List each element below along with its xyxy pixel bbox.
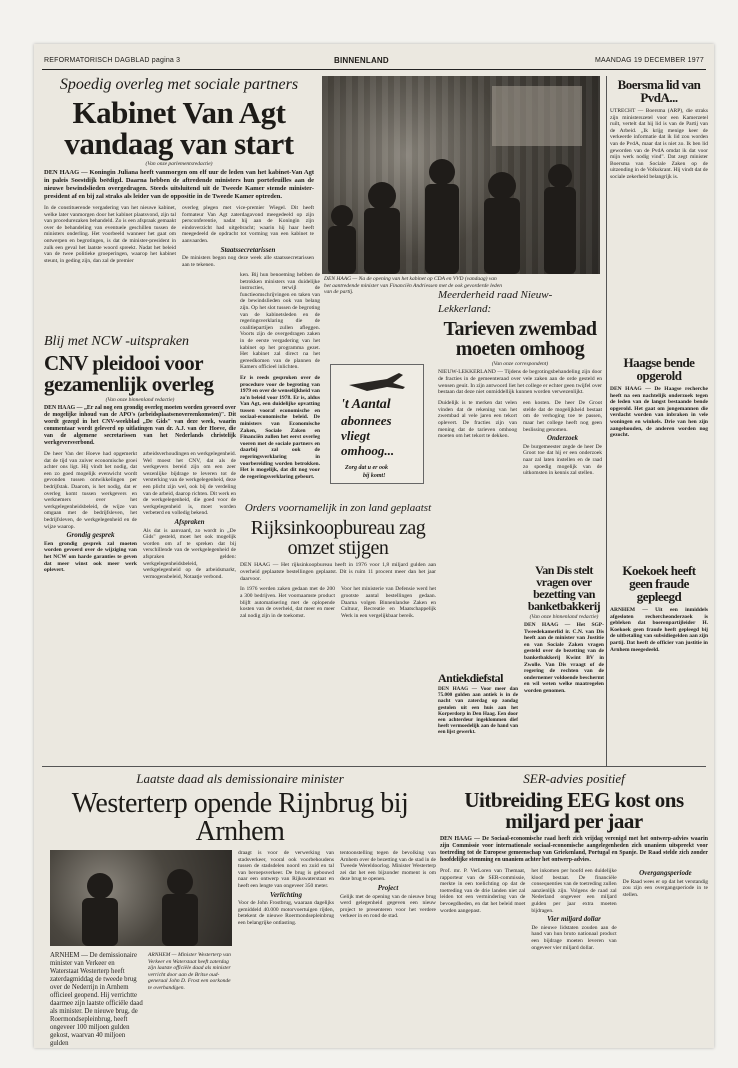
article-column (531, 868, 616, 951)
article-text: draagt is voor de verwerking van stadsverkeer, vooral ook voorbehoudens tussen de stadsdelen noord en zuid en tal van beroepsverkeer. De brug is gebouwd naar een ontwerp van Rijkswaterstaat en heeft een lengte van ongeveer 350 meter. (238, 850, 334, 889)
article-column (143, 451, 236, 580)
article-lead: DEN HAAG — Het rijksinkoopbureau heeft in 1976 voor 1,8 miljard gulden aan overheid geplaatste bestellingen geplaatst. Dit is ruim 11 procent meer dan het jaar daarvoor. (240, 562, 436, 582)
article-text: Gelijk met de opening van de nieuwe brug werd gelegenheid gegeven een nieuw project te presenteren voor het verdere verkeer in en rond de stad. (340, 893, 436, 920)
article-text: het inkomen per hoofd een duidelijke kloof bestaat. De financiële consequenties van de toetreding zullen aanzienlijk zijn. Volgens de raad zal Nederland ongeveer een miljard gulden per jaar extra moeten bijdragen. (531, 868, 617, 914)
minister-illustration (50, 850, 232, 946)
article-subhead: Verlichting (270, 890, 302, 899)
masthead-paper-name: REFORMATORISCH DAGBLAD pagina 3 (44, 57, 181, 64)
article-columns (240, 586, 436, 619)
article-zwembad (438, 288, 602, 508)
crowd-illustration (322, 76, 600, 274)
article-boersma (610, 78, 708, 353)
article-byline: (Van onze parlementsredactie) (145, 161, 213, 167)
article-subhead: Project (377, 883, 399, 892)
article-text: ARNHEM — Uit een inmiddels afgesloten rechercheonderzoek is gebleken dat boerenpartijleider H. Koekoek geen fraude heeft gepleegd bij de uitbetaling van subsidiegelden aan zijn partij. Dat heeft de officier van justitie in Arnhem meegedeeld. (610, 607, 708, 653)
article-headline: Boersma lid van PvdA... (617, 77, 701, 105)
article-text: overleg plegen met vice-premier Wiegel. Dit heeft formateur Van Agt zaterdagavond meegedeeld op zijn persconferentie, nadat hij aan de Koningin zijn eindoverzicht had uitgebracht; waarin hij haar heeft meegedeeld de opdracht tot vorming van een kabinet te aanvaarden. (182, 205, 314, 244)
article-lead: ARNHEM — De demissionaire minister van Verkeer en Waterstaat Westerterp heeft zaterdagmiddag de tweede brug over de Nederrijn in Arnhem officieel geopend. Hij verrichtte daarmee zijn laatste officiële daad als minister. De nieuwe brug, de Roermondsepleinbrug, heeft ongeveer 100 miljoen gulden gekost, waarvan 40 miljoen gulden (50, 952, 143, 1047)
article-byline: (Van onze binnenland redactie) (105, 397, 175, 403)
article-text: De Raad wees er op dat het verstandig zou zijn een overgangsperiode in te stellen. (622, 878, 708, 898)
article-columns (44, 451, 236, 580)
article-column: In 1976 werden zaken gedaan met de 200 a 300 bedrijven. Het voornaamste product blijft automatisering met de oplopende kosten van de overheid, dat meer en meer zal nodig zijn in de toekomst. (240, 586, 335, 619)
westerterp-photo (50, 850, 232, 946)
article-subhead: Vier miljard dollar (547, 915, 601, 924)
article-cnv (44, 334, 236, 734)
article-haagse-bende (610, 356, 708, 496)
newspaper-page (34, 44, 714, 1048)
article-kicker: Meerderheid raad Nieuw-Lekkerland: (438, 289, 553, 315)
masthead-rule (42, 69, 706, 70)
article-text: arbeidsverhoudingen en werkgelegenheid. Wel moest het CNV, dat als de werkgevers bereid zijn om een zeer wezenlijke bijdrage te leveren tot de versterking van de werkgelegenheid, deze een plicht zijn wel, ook bij de verdeling van de arbeid, daarop richten. Dit werk en de werkgelegenheid, die goed voor de werkgelegenheid is, moet worden verbeterd en volledig bekend. (143, 451, 237, 517)
article-kicker: Blij met NCW -uitspraken (44, 334, 190, 349)
article-column: In de constituerende vergadering van het nieuwe kabinet, welke later vanmorgen door het kabinet plaatsvond, zijn tal van procedurezaken behandeld. Zo is een afspraak gemaakt over de behandeling van eventuele geschillen tussen de ministers onderling. Het voorbeeld wanneer het gaat om ontwerpen en begrotingen, is dat de minister-president in zulk een geval het laatste woord spreekt. Nadat het beleid van de twee politieke groeperingen, waarop het kabinet steunt, in geding zijn, dan zal de premier (44, 205, 176, 264)
article-column (238, 850, 334, 927)
ad-line: vliegt (341, 428, 370, 443)
article-columns (438, 400, 602, 477)
article-kabinet-column3 (240, 272, 320, 497)
ad-footer: Zorg dat u er ook (345, 465, 389, 471)
article-column: ken. Bij hun benoeming hebben de betrokken ministers van duidelijke instructies, terwijl de functieomschrijvingen en taken van de bewindslieden ook van belang zijn. Op het slot tussen de begroting van de kabinetsleden en de regeringsverklaring die de coalitiepartijen zullen afleggen. Voorts zijn de overgedragen zaken in de eerste vergadering van het kabinet op het programma gezet. Het kabinet zal direct na het gereedkomen van de plannen de Kamers officieel inlichten. (240, 272, 320, 371)
article-text: De nieuwe lidstaten zouden aan de hand van hun bruto nationaal product een bijdrage moeten leveren van ongeveer vier miljard dollar. (531, 924, 617, 951)
article-text: De burgemeester zegde de heer De Groot toe dat hij er een onderzoek naar zal laten instellen en de raad zo spoedig mogelijk van de uitkomsten in kennis zal stellen. (523, 443, 602, 477)
article-headline: Van Dis stelt vragen over bezetting van banketbakkerij (527, 563, 601, 613)
article-headline: Haagse bende opgerold (623, 355, 695, 383)
cabinet-photo (322, 76, 600, 274)
article-van-dis (524, 564, 604, 759)
ad-line: omhoog... (341, 443, 395, 458)
article-rijksinkoopbureau (240, 502, 436, 747)
article-headline: Koekoek heeft geen fraude gepleegd (622, 563, 696, 604)
article-antiekdiefstal (438, 672, 518, 752)
article-kicker: Spoedig overleg met sociale partners (59, 76, 299, 93)
article-lead: NIEUW-LEKKERLAND — Tijdens de begrotingsbehandeling zijn door de fracties in de gemeenteraad over vele zaken aan de orde gesteld en wensen geuit. In zijn antwoord liet het college er echter geen twijfel over bestaan dat deze niet onmiddellijk kunnen worden verwezenlijkt. (438, 369, 602, 396)
article-columns (44, 205, 314, 268)
article-text: Een grondig gesprek zal moeten worden gevoerd over de wijziging van het NCW om harde garanties te geven dat meer winst ook meer werk oplevert. (44, 540, 137, 574)
column-divider (606, 76, 607, 766)
ad-line: abonnees (341, 413, 392, 428)
article-text: tentoonstelling tegen de bevolking van Arnhem over de bezetting van de stad in de Tweede Wereldoorlog. Minister Westerterp zei dat het een bijzonder moment is om deze brug te openen. (340, 850, 436, 883)
article-column (182, 205, 314, 268)
article-eeg (440, 770, 708, 1042)
article-text: Als dat is aanvaard, zo wordt in „De Gids" gesteld, moet het ook mogelijk worden om af te spreken dat bij verschillende van de werkgelegenheid de afspraken gelden: werkgelegenheidsbeleid, werkgelegenheid op de arbeidsmarkt, vermogensbeleid, Notaatje verbond. (143, 527, 236, 580)
article-headline: Rijksinkoopbureau zag omzet stijgen (250, 517, 426, 559)
article-headline: Kabinet Van Agt vandaag van start (64, 95, 294, 161)
article-subhead: Staatssecretarissen (220, 245, 276, 254)
article-text: De ministers begon nog deze week alle staatssecretarissen aan te tekenen. (182, 255, 314, 268)
article-headline: CNV pleidooi voor gezamenlijk overleg (44, 351, 214, 396)
article-text: DEN HAAG — Het SGP-Tweedekamerlid ir. C.N. van Dis heeft aan de minister van Justitie en van Sociale Zaken vragen gesteld over de bezetting van de banketbakkerij Kwint BV in Zwolle. Van Dis vraagt of de regering de rechten van de ondernemer voldoende beschermt en wil weten welke maatregelen worden genomen. (524, 622, 604, 694)
article-kicker: SER-advies positief (523, 771, 625, 786)
article-columns (440, 868, 708, 951)
ad-footer: bij komt! (363, 473, 386, 479)
article-text: DEN HAAG — De Haagse recherche heeft na een nachtelijk onderzoek tegen de leden van de langst bestaande bende opgerold. Het gaat om jongemannen die verdacht worden van inbraken in vele woningen en winkels. Drie van hen zijn aangehouden, de anderen worden nog gezocht. (610, 386, 708, 439)
masthead (34, 54, 714, 68)
masthead-section: BINNENLAND (334, 56, 389, 65)
ad-line: 't Aantal (341, 397, 391, 412)
article-column: Prof. mr. P. VerLoren van Themaat, rapporteur van de SER-commissie, merkte in een toelichting op dat de toetreding van de drie landen niet zal leiden tot een vermindering van de bevoegdheden, en dat het beleid moet worden aangepast. (440, 868, 526, 914)
article-column (523, 400, 602, 477)
article-kicker: Orders voornamelijk in zon land geplaatst (244, 502, 432, 514)
article-lead: DEN HAAG — Voor meer dan 75.000 gulden aan antiek is in de nacht van zaterdag op zondag gestolen uit een huis aan het Korperdorp in Den Haag. Een door een achterdeur ingeklommen dief heeft vermoedelijk aan de hand van een lijst gewerkt. (438, 686, 518, 736)
subscription-ad[interactable] (330, 364, 424, 484)
westerterp-lead-box (50, 952, 144, 1047)
westerterp-columns (238, 850, 436, 1040)
photo-caption: DEN HAAG — Na de opening van het kabinet op CDA en VVD (vandaag) van het aantredende minister van Financiën Andriessen met de ook gevorderde leden van de partij. (324, 276, 502, 296)
airplane-icon (347, 371, 407, 393)
article-lead: DEN HAAG — Koningin Juliana heeft vanmorgen om elf uur de leden van het kabinet-Van Agt in paleis Soestdijk beëdigd. Daarna hebben de aftredende ministers hun portefeuilles aan de nieuwe bewindslieden overgedragen. Steeds uitsluitend uit de Tweede Kamer stemde minister-president af en bij zal straks als leider van de oppositie in de Tweede Kamer optreden. (44, 169, 314, 200)
masthead-date: MAANDAG 19 DECEMBER 1977 (594, 57, 704, 64)
article-text: De heer Van der Hoeve had opgemerkt dat de tijd van zuiver economische groei achter ons ligt. Hij vindt het nodig, dat een zo goed mogelijk evenwicht wordt gevonden tussen ontwikkelingen per bedrijfstak. Daarom, is het nodig, dat er overleg komt tussen werkgevers en werknemers over het werkgelegenheidsbeleid, de wijze van omgaan met de bedrijfsleven, het bedrijfsleven, de werkgelegenheid en de wijze waarop. (44, 451, 137, 530)
article-kicker: Laatste daad als demissionaire minister (136, 771, 344, 786)
article-text: een kosten. De heer De Groot stelde dat de mogelijkheid bestaat om de verhoging toe te passen, maar het college heeft nog geen beslissing genomen. (523, 400, 602, 433)
article-column (623, 868, 708, 951)
article-byline: (Van onze binnenland redactie) (529, 614, 599, 620)
article-column: Er is reeds gesproken over de procedure voor de begroting van 1979 en over de wenselijkheid van zo'n beleid voor 1978. Er is, aldus Van Agt, een duidelijke opvatting tussen vooraf economische en sociaal-economische beleid. De ministers van Economische Zaken, Sociale Zaken en Financiën zullen het eerst overleg voeren met de sociale partners en daarbij zal ook de regeringsverklaring in voorbereiding worden betrokken. Het is mogelijk, dat dit nog voor de regeringsverklaring gebeurt. (240, 374, 320, 480)
article-text: Voor de John Frostbrug, waaraan dagelijks gemiddeld 40.000 motorvoertuigen rijden, betekent de nieuwe Roermondsepleinbrug een belangrijke ontlasting. (238, 900, 334, 926)
photo-caption: ARNHEM — Minister Westerterp van Verkeer en Waterstaat heeft zaterdag zijn laatste officiële daad als minister verricht door aan de Britse oud-generaal John D. Frost een oorkonde te overhandigen. (148, 952, 231, 991)
article-headline: Uitbreiding EEG kost ons miljard per jaar (464, 788, 684, 833)
section-divider (42, 766, 706, 767)
article-columns (238, 850, 436, 927)
article-column (44, 451, 137, 580)
article-lead: DEN HAAG — „Er zal nog een grondig overleg moeten worden gevoerd over de mogelijke inhoud van de APO's (arbeidsplaatsenovereenkomsten)". Dit wordt gezegd in het CNV-weekblad „De Gids" van deze week, waarin commentaar wordt geleverd op uitlatingen van dr. A.J. van der Hoeve, die van de algemene secretarissen van het Nederlands christelijk werkgeversverbond. (44, 405, 236, 446)
article-koekoek (610, 564, 708, 759)
article-subhead: Overgangsperiode (639, 869, 692, 877)
article-byline: (Van onze correspondent) (491, 361, 549, 367)
article-lead: DEN HAAG — De Sociaal-economische raad heeft zich vrijdag verenigd met het ontwerp-advies waarin zijn Commissie voor internationale sociaal-economische aangelegenheden zich unaniem uitspreekt voor toetreding tot de Europese gemeenschap van Griekenland, Portugal en Spanje. De Raad stelde zich zonder hoofdelijke stemming en unaniem achter het ontwerp-advies. (440, 836, 708, 863)
article-column: Duidelijk is te merken dat velen vinden dat de rekening van het zwembad al vele jaren een tekort oplevert. De fracties zijn van mening dat de tarieven omhoog moeten om het tekort te dekken. (438, 400, 517, 440)
article-column (340, 850, 436, 927)
article-column: Voor het ministerie van Defensie werd het grootste aantal bestellingen gedaan. Daarna volgen Binnenlandse Zaken en Cultuur, Recreatie en Maatschappelijk Werk in een vergelijkbaar bereik. (341, 586, 436, 619)
article-headline: Tarieven zwembad moeten omhoog (443, 318, 597, 360)
article-headline: Westerterp opende Rijnbrug bij Arnhem (71, 788, 409, 847)
article-headline: Antiekdiefstal (438, 671, 503, 685)
article-text: UTRECHT — Boersma (ARP), die straks zijn ministerszetel voor een Kamerzetel ruilt, vertelt dat hij lid is van de Partij van de Arbeid. „Ik krijg menige keer de verkeerde informatie dat ik lid zou worden van de PvdA, maar dat is niet zo. Ik ben lid geworden van de PvdA omdat ik dat voor mijn werk nodig vind". Dat zegt minister Boersma van Sociale Zaken op de uitzending in de Volkskrant. Hij vindt dat de sociale zekerheid belangrijk is. (610, 108, 708, 180)
article-subhead: Grondig gesprek (66, 531, 115, 540)
article-subhead: Afspraken (174, 517, 205, 526)
article-subhead: Onderzoek (546, 434, 579, 443)
